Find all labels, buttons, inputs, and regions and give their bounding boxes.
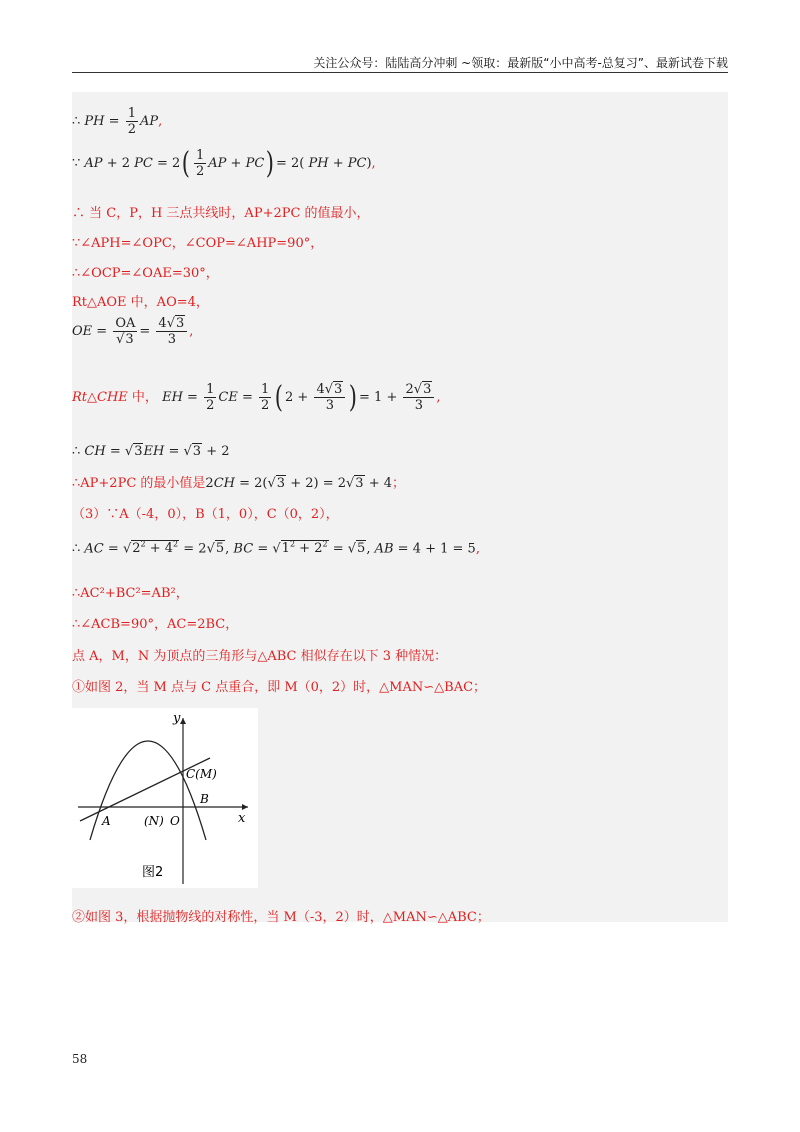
y-axis-arrow (180, 718, 186, 724)
line-coordinates: （3）∵A（-4，0），B（1，0），C（0，2）， (72, 507, 339, 522)
y-axis-label: y (173, 711, 181, 726)
line-ph-equals-half-ap: ∴ PH = $\frac{1}{2}$ AP, (72, 106, 163, 137)
line-ch-value: ∴ CH = √3EH = √3 + 2 (72, 444, 230, 459)
line-case-1: ①如图 2，当 M 点与 C 点重合，即 M（0，2）时，△MAN∽△BAC； (72, 680, 487, 695)
x-axis-arrow (242, 804, 248, 810)
page-number: 58 (72, 1052, 88, 1066)
x-axis-label: x (238, 811, 246, 826)
line-case-2: ②如图 3，根据抛物线的对称性，当 M（-3，2）时，△MAN∽△ABC； (72, 910, 490, 925)
line-rt-aoe: Rt△AOE 中，AO=4， (72, 295, 209, 310)
page-header: 关注公众号：陆陆高分冲刺 ~领取：最新版“小中高考-总复习”、最新试卷下载 (313, 56, 728, 70)
line-rt-che: Rt△CHE 中， EH = $\frac{1}{2}$ CE = $\frac{1}{2}$ ( 2 + $\frac{4√3}{3}$ ) = 1 + $\frac{2√3}{3}$ , (72, 379, 441, 415)
line-right-angle: ∴∠ACB=90°，AC=2BC， (72, 617, 239, 632)
line-angle-equal: ∵∠APH=∠OPC，∠COP=∠AHP=90°， (72, 236, 324, 251)
solution-content (72, 92, 728, 925)
line-pythagoras: ∴AC²+BC²=AB²， (72, 586, 189, 601)
line-collinear-condition: ∴ 当 C，P，H 三点共线时，AP+2PC 的值最小， (72, 206, 370, 221)
line-cases-intro: 点 A，M，N 为顶点的三角形与△ABC 相似存在以下 3 种情况： (72, 649, 448, 664)
header-rule (72, 72, 728, 73)
point-c-m-label: C(M) (186, 767, 217, 781)
line-ac-bc-ab: ∴ AC = $√2^2 + 4^2 = 2√5$, BC = $√1^2 + 2^2 = √5$, AB = 4 + 1 = 5, (72, 540, 480, 557)
line-ap-plus-2pc: ∵ AP + 2 PC = 2( $\frac{1}{2}$ AP + PC) = 2( PH + PC), (72, 145, 376, 181)
point-a-label: A (102, 814, 111, 828)
line-oe-value: OE = $\frac{OA}{√3}$ = $\frac{4√3}{3}$ , (72, 316, 194, 347)
origin-label: O (170, 814, 180, 828)
line-min-value: ∴AP+2PC 的最小值是2CH = 2(√3 + 2) = 2√3 + 4； (72, 476, 406, 491)
parabola-graph (72, 708, 258, 888)
line-angle-30: ∴∠OCP=∠OAE=30°， (72, 266, 219, 281)
point-b-label: B (200, 792, 209, 806)
figure-2 (72, 708, 258, 888)
point-n-label: (N) (144, 814, 164, 828)
min-value-prefix: ∴AP+2PC 的最小值是 (72, 476, 206, 491)
figure-caption: 图2 (142, 865, 164, 880)
